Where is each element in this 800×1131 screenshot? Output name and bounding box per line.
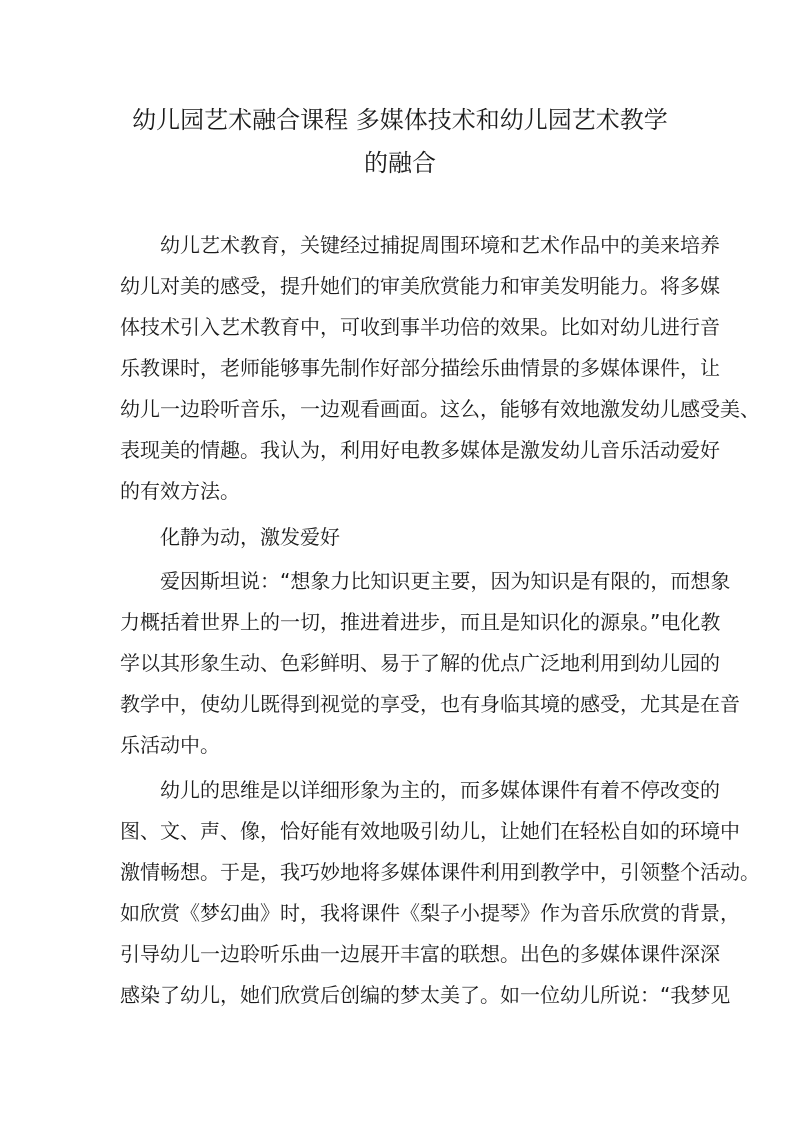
body-line: 图、文、声、像，恰好能有效地吸引幼儿，让她们在轻松自如的环境中	[120, 819, 740, 843]
body-line: 激情畅想。于是，我巧妙地将多媒体课件利用到教学中，引领整个活动。	[120, 860, 760, 884]
body-line: 体技术引入艺术教育中，可收到事半功倍的效果。比如对幼儿进行音	[120, 315, 720, 339]
body-line: 幼儿的思维是以详细形象为主的，而多媒体课件有着不停改变的	[160, 778, 720, 802]
body-line: 引导幼儿一边聆听乐曲一边展开丰富的联想。出色的多媒体课件深深	[120, 942, 720, 966]
body-line: 感染了幼儿，她们欣赏后创编的梦太美了。如一位幼儿所说：“我梦见	[120, 983, 731, 1007]
body-line: 幼儿一边聆听音乐，一边观看画面。这么，能够有效地激发幼儿感受美、	[120, 397, 760, 421]
body-line: 如欣赏《梦幻曲》时，我将课件《梨子小提琴》作为音乐欣赏的背景，	[120, 901, 740, 925]
body-line: 乐活动中。	[120, 733, 220, 757]
document-title-line-1: 幼儿园艺术融合课程 多媒体技术和幼儿园艺术教学	[132, 106, 668, 134]
body-line: 教学中，使幼儿既得到视觉的享受，也有身临其境的感受，尤其是在音	[120, 692, 740, 716]
body-line: 乐教课时，老师能够事先制作好部分描绘乐曲情景的多媒体课件，让	[120, 356, 720, 380]
body-line: 幼儿艺术教育，关键经过捕捉周围环境和艺术作品中的美来培养	[160, 233, 720, 257]
body-line: 学以其形象生动、色彩鲜明、易于了解的优点广泛地利用到幼儿园的	[120, 651, 720, 675]
body-line: 爱因斯坦说：“想象力比知识更主要，因为知识是有限的，而想象	[160, 569, 731, 593]
body-line: 的有效方法。	[120, 479, 240, 503]
body-line: 表现美的情趣。我认为，利用好电教多媒体是激发幼儿音乐活动爱好	[120, 438, 720, 462]
document-title-line-2: 的融合	[364, 149, 436, 177]
section-heading: 化静为动，激发爱好	[160, 525, 340, 549]
body-line: 幼儿对美的感受，提升她们的审美欣赏能力和审美发明能力。将多媒	[120, 274, 720, 298]
body-line: 力概括着世界上的一切，推进着进步，而且是知识化的源泉。”电化教	[120, 610, 721, 634]
